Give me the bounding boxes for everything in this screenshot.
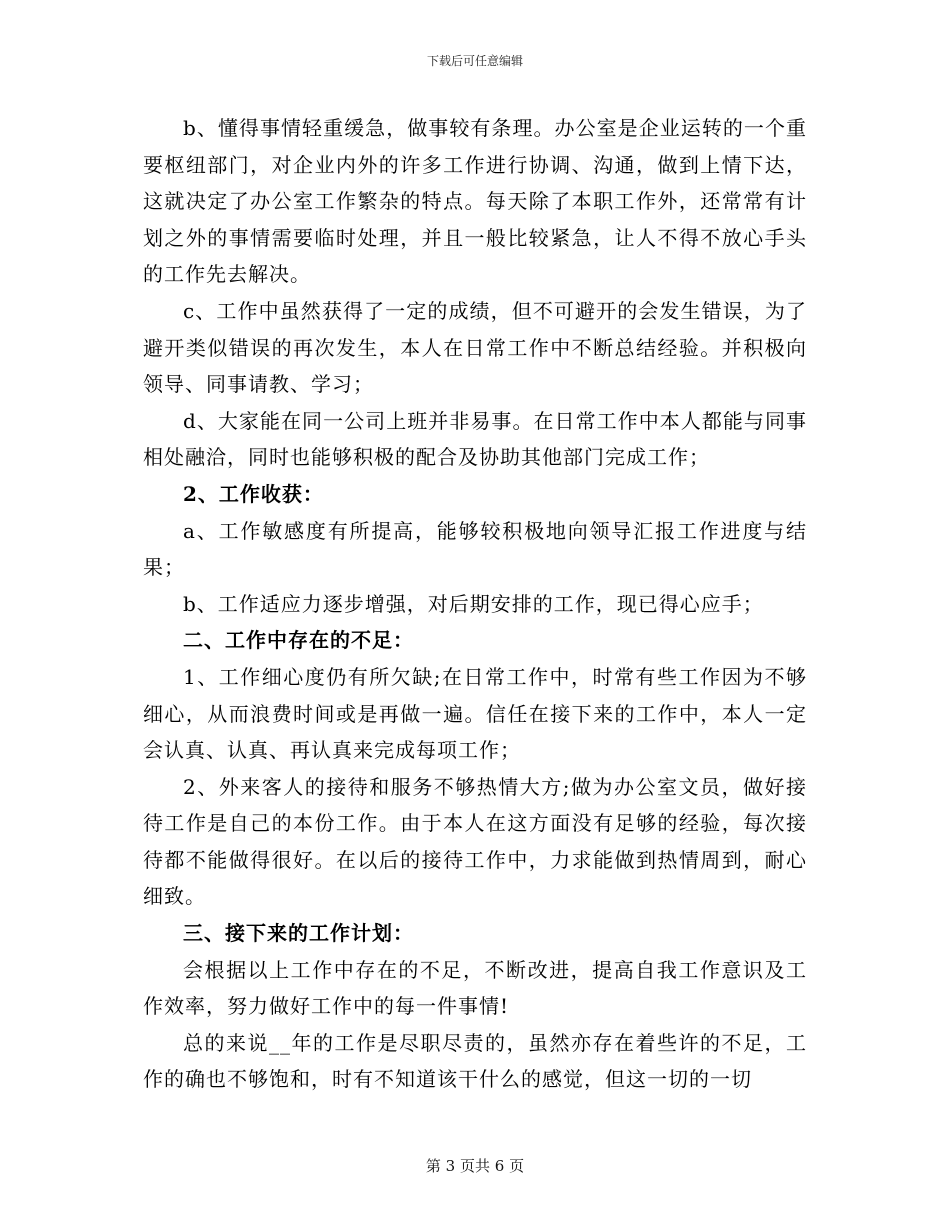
page-header: 下载后可任意编辑 [426, 54, 523, 68]
section-heading-work-gains: 2、工作收获： [183, 481, 324, 506]
section-heading-shortcomings: 二、工作中存在的不足： [183, 628, 414, 653]
paragraph-1-carefulness: 1、工作细心度仍有所欠缺;在日常工作中，时常有些工作因为不够细心，从而浪费时间或是再做一遍。信任在接下来的工作中，本人一定会认真、认真、再认真来完成每项工作； [143, 664, 807, 763]
paragraph-b-priorities: b、懂得事情轻重缓急，做事较有条理。办公室是企业运转的一个重要枢纽部门，对企业内外的许多工作进行协调、沟通，做到上情下达，这就决定了办公室工作繁杂的特点。每天除了本职工作外，还常常有计划之外的事情需要临时处理，并且一般比较紧急，让人不得不放心手头的工作先去解决。 [143, 116, 807, 287]
paragraph-improvement: 会根据以上工作中存在的不足，不断改进，提高自我工作意识及工作效率，努力做好工作中的每一件事情! [143, 957, 807, 1019]
paragraph-2-reception: 2、外来客人的接待和服务不够热情大方;做为办公室文员，做好接待工作是自己的本份工作。由于本人在这方面没有足够的经验，每次接待都不能做得很好。在以后的接待工作中，力求能做到热情周到，耐心细致。 [143, 774, 807, 909]
document-body [143, 110, 807, 1098]
paragraph-a-sensitivity: a、工作敏感度有所提高，能够较积极地向领导汇报工作进度与结果； [143, 518, 807, 580]
paragraph-summary: 总的来说__年的工作是尽职尽责的，虽然亦存在着些许的不足，工作的确也不够饱和，时有不知道该干什么的感觉，但这一切的一切 [143, 1030, 807, 1092]
paragraph-d-colleagues: d、大家能在同一公司上班并非易事。在日常工作中本人都能与同事相处融洽，同时也能够积极的配合及协助其他部门完成工作； [143, 408, 807, 470]
page-footer: 第 3 页共 6 页 [425, 1157, 525, 1175]
section-heading-next-plan: 三、接下来的工作计划： [183, 921, 414, 946]
paragraph-c-mistakes: c、工作中虽然获得了一定的成绩，但不可避开的会发生错误，为了避开类似错误的再次发生，本人在日常工作中不断总结经验。并积极向领导、同事请教、学习； [143, 298, 807, 397]
paragraph-b-adaptability: b、工作适应力逐步增强，对后期安排的工作，现已得心应手； [183, 591, 764, 616]
